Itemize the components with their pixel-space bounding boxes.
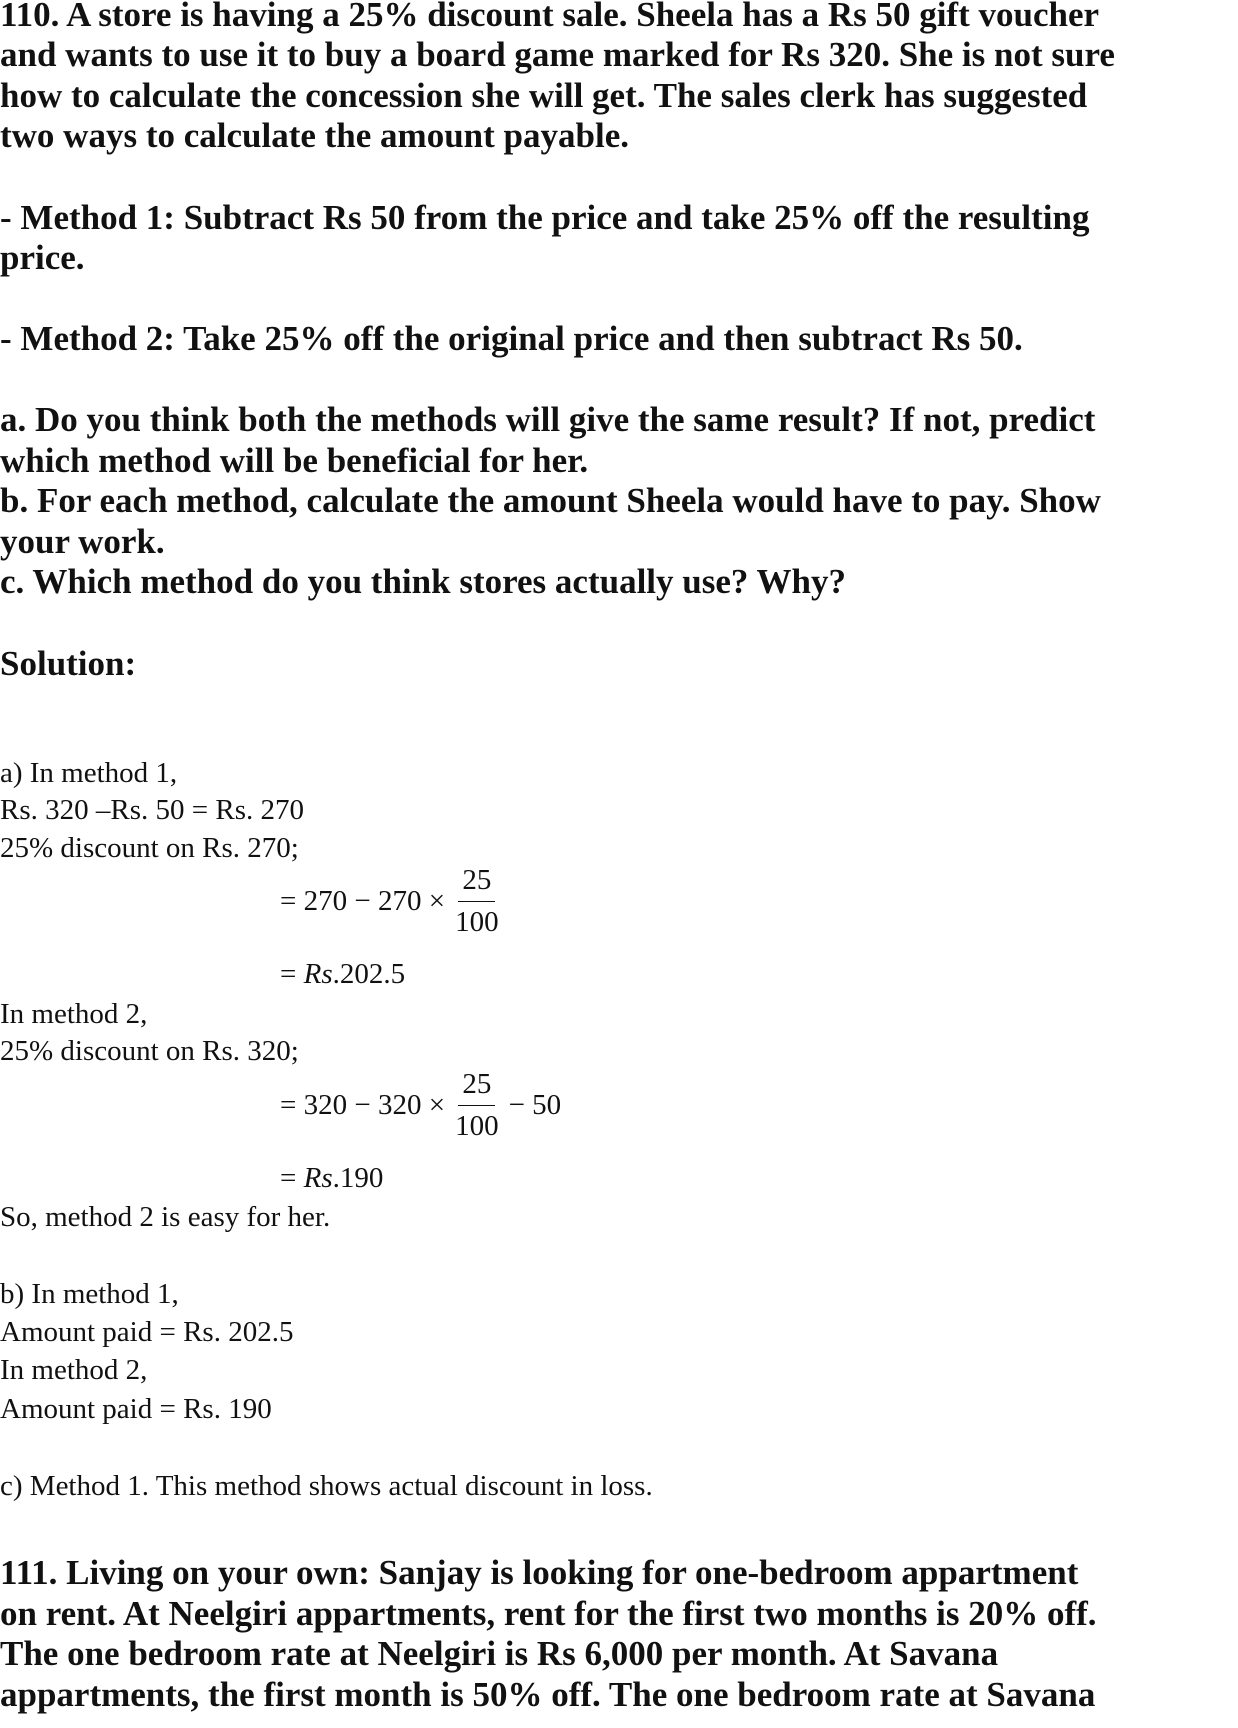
equation-2-tail: − 50 — [508, 1089, 562, 1121]
result-2-prefix: = — [280, 1162, 304, 1194]
result-2-unit: Rs — [303, 1162, 333, 1194]
part-b-line-1: b. For each method, calculate the amount Sheela would have to pay. Show — [0, 481, 1101, 520]
solution-a-step-2: 25% discount on Rs. 270; — [0, 832, 299, 864]
method-1-line-1: - Method 1: Subtract Rs 50 from the price and take 25% off the resulting — [0, 198, 1090, 237]
result-2 — [280, 1160, 383, 1196]
result-1-value: .202.5 — [332, 958, 406, 990]
question-111-line-2: on rent. At Neelgiri appartments, rent for the first two months is 20% off. — [0, 1594, 1097, 1633]
equation-1-lhs: = 270 − 270 × — [280, 885, 446, 917]
question-111-line-4: appartments, the first month is 50% off. The one bedroom rate at Savana — [0, 1675, 1096, 1714]
fraction-2-numerator: 25 — [458, 1070, 495, 1106]
part-a-line-1: a. Do you think both the methods will give the same result? If not, predict — [0, 400, 1096, 439]
fraction-1-denominator: 100 — [455, 906, 499, 938]
question-110-line-2: and wants to use it to buy a board game marked for Rs 320. She is not sure — [0, 35, 1115, 74]
equation-1 — [280, 866, 509, 937]
fraction-1-numerator: 25 — [458, 866, 495, 902]
equation-2-lhs: = 320 − 320 × — [280, 1089, 446, 1121]
question-110-line-3: how to calculate the concession she will get. The sales clerk has suggested — [0, 76, 1088, 115]
fraction-1 — [451, 866, 503, 937]
question-111-line-3: The one bedroom rate at Neelgiri is Rs 6,000 per month. At Savana — [0, 1634, 999, 1673]
method-1-line-2: price. — [0, 238, 85, 277]
method-2-line: - Method 2: Take 25% off the original price and then subtract Rs 50. — [0, 319, 1023, 358]
part-c-line: c. Which method do you think stores actually use? Why? — [0, 562, 846, 601]
solution-a-intro: a) In method 1, — [0, 757, 178, 789]
solution-c-answer: c) Method 1. This method shows actual discount in loss. — [0, 1470, 653, 1502]
question-110-line-1: 110. A store is having a 25% discount sale. Sheela has a Rs 50 gift voucher — [0, 0, 1100, 34]
solution-b-method-2: In method 2, — [0, 1354, 148, 1386]
solution-b-intro: b) In method 1, — [0, 1278, 179, 1310]
result-1 — [280, 956, 405, 992]
part-b-line-2: your work. — [0, 522, 165, 561]
fraction-2 — [451, 1070, 503, 1141]
solution-b-amount-2: Amount paid = Rs. 190 — [0, 1393, 272, 1425]
fraction-2-denominator: 100 — [455, 1110, 499, 1142]
solution-b-amount-1: Amount paid = Rs. 202.5 — [0, 1316, 294, 1348]
solution-heading: Solution: — [0, 644, 137, 683]
solution-a-step-3: 25% discount on Rs. 320; — [0, 1035, 299, 1067]
solution-a-step-1: Rs. 320 –Rs. 50 = Rs. 270 — [0, 794, 304, 826]
result-1-unit: Rs — [303, 958, 333, 990]
part-a-line-2: which method will be beneficial for her. — [0, 441, 589, 480]
solution-a-method-2: In method 2, — [0, 998, 148, 1030]
result-1-prefix: = — [280, 958, 304, 990]
question-110-line-4: two ways to calculate the amount payable. — [0, 116, 629, 155]
result-2-value: .190 — [332, 1162, 384, 1194]
solution-a-conclusion: So, method 2 is easy for her. — [0, 1201, 331, 1233]
equation-2 — [280, 1070, 561, 1141]
question-111-line-1: 111. Living on your own: Sanjay is looking for one-bedroom appartment — [0, 1553, 1079, 1592]
